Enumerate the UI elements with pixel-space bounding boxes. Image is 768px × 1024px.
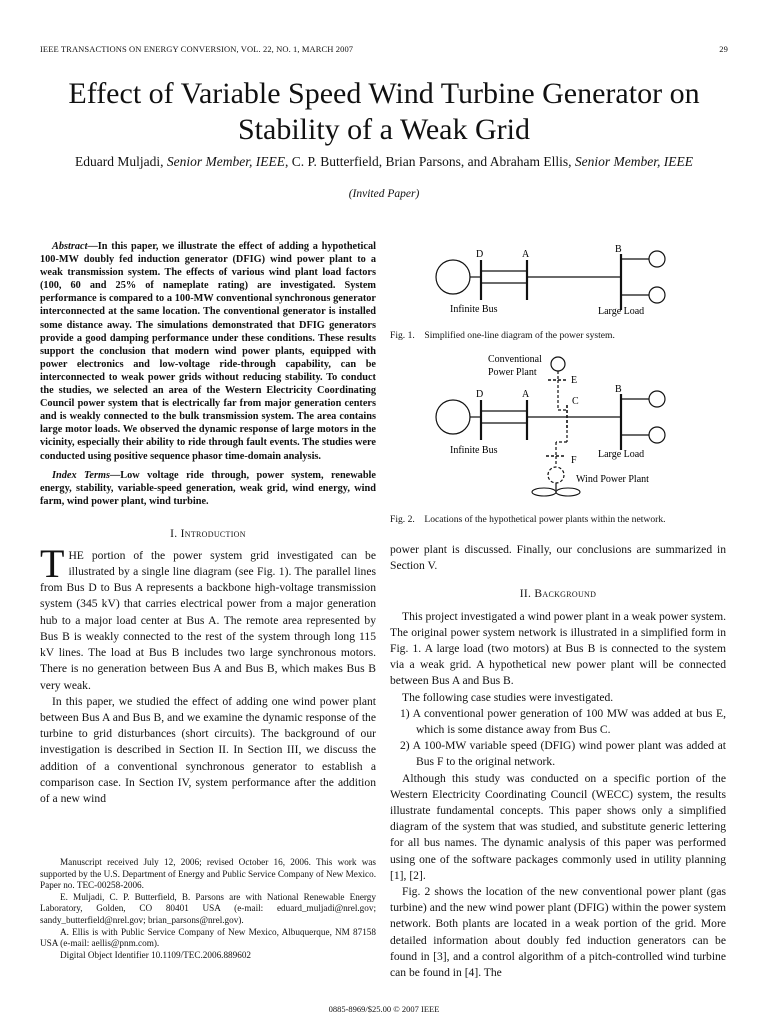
fig1-infinite-bus: Infinite Bus xyxy=(450,304,498,315)
conventional-generator-circle xyxy=(551,357,565,371)
fig1-label-a: A xyxy=(522,249,530,260)
fig2-label-f: F xyxy=(571,455,577,466)
fig1-caption-text: Simplified one-line diagram of the power system. xyxy=(424,330,615,341)
wind-turbine-blade-right xyxy=(556,488,580,496)
figure-2-diagram xyxy=(430,350,690,508)
running-header: IEEE TRANSACTIONS ON ENERGY CONVERSION, VOL. 22, NO. 1, MARCH 2007 xyxy=(40,44,354,54)
author-line xyxy=(40,154,728,170)
index-terms-label: Index Terms xyxy=(52,469,110,481)
footnotes xyxy=(40,857,376,961)
fig2-conventional: Conventional xyxy=(488,354,542,365)
footnote-2: E. Muljadi, C. P. Butterfield, B. Parsons are with National Renewable Energy Laboratory, Golden, CO 80401 USA (e-mail: eduard_muljadi@nrel.gov; sandy_butterfield@nrel.gov; brian_parsons@nrel.gov). xyxy=(40,891,376,925)
fig1-caption-label: Fig. 1. xyxy=(390,330,415,341)
index-terms-text: —Low voltage ride through, power system, renewable energy, stability, variable-speed generation, weak grid, wind energy, wind farm, wind power plant, wind turbine. xyxy=(40,469,376,507)
case-study-1: 1) A conventional power generation of 100 MW was added at bus E, which is some distance away from Bus C. xyxy=(400,706,726,737)
motor-2-circle xyxy=(649,287,665,303)
figure-1-caption xyxy=(390,330,615,341)
section-2-p4: Fig. 2 shows the location of the new conventional power plant (gas turbine) and the new wind power plant (DFIG) within the power system network. Both plants are located in a weak portion of the grid. More detailed information about doubly fed induction generators can be found in [3], and a control algorithm of a pitch-controlled wind turbine can be found in [4]. The xyxy=(390,885,726,980)
author-others: , C. P. Butterfield, Brian Parsons, and Abraham Ellis, xyxy=(285,154,572,169)
motor-1-circle xyxy=(649,251,665,267)
author-4-role: Senior Member, IEEE xyxy=(574,154,693,169)
wind-generator-circle xyxy=(548,467,564,483)
section-1-title: I. Introduction xyxy=(170,527,246,540)
abstract-text: —In this paper, we illustrate the effect of adding a hypothetical 100-MW doubly fed induction generator (DFIG) wind power plant to a weak transmission system. The effects of various wind plant load factors (100, 60 and 25% of nameplate rating) are investigated. System performance is compared to a 100-MW conventional synchronous generator interconnected at the same location. The conventional generator is installed some distance away. The simulations demonstrated that DFIG generators provide a good damping performance under these conditions. These results support the conclusion that modern wind power plants, equipped with power electronics and low-voltage ride-through capability, can be interconnected to weak power grids without reducing stability. To conduct the studies, we selected an area of the Western Electricity Coordinating Council power system that is electrically far from major generation centers and is weakly connected to the bulk transmission system. The area contains large motor loads. We observed the dynamic response of large motors in the vicinity, especially their ability to ride through fault events. The studies were conducted using positive sequence phasor time-domain analysis. xyxy=(40,241,376,462)
figure-2-caption xyxy=(390,514,666,525)
section-2-p3: Although this study was conducted on a specific portion of the Western Electricity Coordinating Council (WECC) system, the results illustrate fundamental concepts. This paper shows only a simplified diagram of the system that was studied, and substitute generic lettering for all bus names. The dynamic analysis of this paper was performed using one of the software packages commonly used in utility planning [1], [2]. xyxy=(390,771,726,882)
footnote-1: Manuscript received July 12, 2006; revised October 16, 2006. This work was supported by the U.S. Department of Energy and Public Service Company of New Mexico. Paper no. TEC-00258-2006. xyxy=(40,857,376,891)
section-1-p1 xyxy=(40,540,376,694)
fig1-large-load: Large Load xyxy=(598,306,645,317)
case-study-2: 2) A 100-MW variable speed (DFIG) wind power plant was added at Bus F to the original network. xyxy=(400,739,726,769)
section-1-p2: In this paper, we studied the effect of adding one wind power plant between Bus A and Bus B, and we examine the dynamic response of the turbine to grid disturbances (short circuits). The background of our investigation is described in Section II. In Section III, we discuss the addition of a conventional synchronous generator to establish a comparison case. In Section IV, system performance after the addition of a new wind xyxy=(40,694,376,805)
section-2-p2: The following case studies were investigated. xyxy=(402,690,614,704)
figure-1-diagram xyxy=(430,240,690,322)
fig2-label-b: B xyxy=(615,384,622,395)
dropcap: T xyxy=(40,540,65,586)
footnote-4: Digital Object Identifier 10.1109/TEC.2006.889602 xyxy=(60,949,252,960)
fig1-label-b: B xyxy=(615,244,622,255)
abstract xyxy=(40,240,376,463)
section-2-p1: This project investigated a wind power plant in a weak power system. The original power system network is illustrated in a simplified form in Fig. 1. A large load (two motors) at Bus B is connected to the system via a weak grid. A hypothetical new power plant will be connected between Bus A and Bus B. xyxy=(390,609,726,688)
infinite-bus-circle xyxy=(436,260,470,294)
invited-note: (Invited Paper) xyxy=(348,188,420,200)
fig2-wind-plant: Wind Power Plant xyxy=(576,474,649,485)
fig2-label-d: D xyxy=(476,389,484,400)
copyright-footer: 0885-8969/$25.00 © 2007 IEEE xyxy=(328,1004,440,1014)
author-1: Eduard Muljadi, xyxy=(75,154,164,169)
section-2-title: II. Background xyxy=(519,588,597,601)
right-column xyxy=(390,542,726,981)
paper-title: Effect of Variable Speed Wind Turbine Generator on Stability of a Weak Grid xyxy=(68,77,700,146)
left-column xyxy=(40,240,376,807)
footnote-3: A. Ellis is with Public Service Company of New Mexico, Albuquerque, NM 87158 USA (e-mail: aellis@pnm.com). xyxy=(40,926,376,949)
infinite-bus-circle-2 xyxy=(436,400,470,434)
fig2-power-plant: Power Plant xyxy=(488,367,537,378)
wind-turbine-blade-left xyxy=(532,488,556,496)
index-terms xyxy=(40,469,376,508)
fig2-label-c: C xyxy=(572,396,579,407)
author-1-role: Senior Member, IEEE xyxy=(166,154,285,169)
section-1-p1-text: HE portion of the power system grid investigated can be illustrated by a single line diagram (see Fig. 1). The parallel lines from Bus D to Bus A represents a backbone high-voltage transmission system (345 kV) that carries electrical power from a major generation hub to a major load center at Bus A. The remote area represented by Bus B is weakly connected to the rest of the system through long 115 kV lines. The load at Bus B includes two large synchronous motors. There is no generation between Bus A and Bus B, which makes Bus B very weak. xyxy=(40,548,376,692)
fig2-large-load: Large Load xyxy=(598,449,645,460)
fig2-infinite-bus: Infinite Bus xyxy=(450,445,498,456)
fig2-label-e: E xyxy=(571,375,578,386)
section-1-body xyxy=(40,540,376,807)
fig2-caption-text: Locations of the hypothetical power plants within the network. xyxy=(424,514,666,525)
page-number: 29 xyxy=(719,44,728,54)
fig2-caption-label: Fig. 2. xyxy=(390,514,415,525)
fig2-label-a: A xyxy=(522,389,530,400)
section-1-continuation: power plant is discussed. Finally, our conclusions are summarized in Section V. xyxy=(390,543,726,573)
abstract-label: Abstract xyxy=(52,241,88,252)
fig1-label-d: D xyxy=(476,249,484,260)
